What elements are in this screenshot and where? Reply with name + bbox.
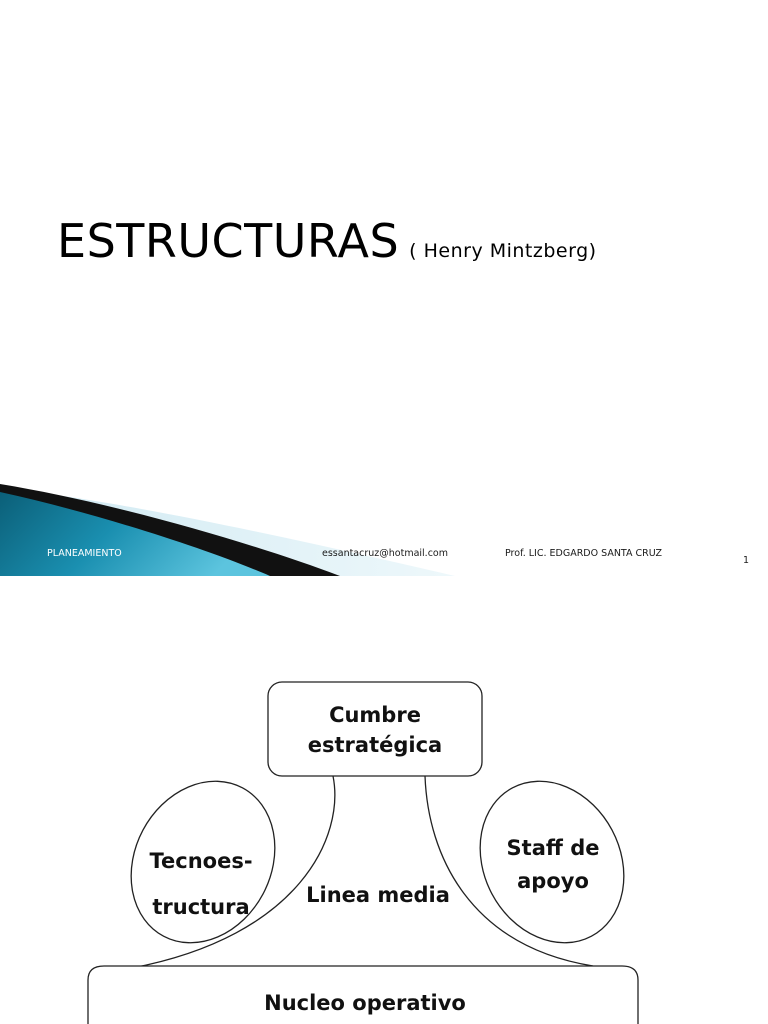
- staff-line2: apoyo: [517, 869, 589, 893]
- linea-media-label: Linea media: [306, 883, 450, 907]
- tecno-line2: tructura: [152, 895, 250, 919]
- nucleo-operativo-label: Nucleo operativo: [264, 991, 466, 1015]
- mintzberg-diagram: [0, 576, 768, 1024]
- staff-line1: Staff de: [506, 836, 600, 860]
- title-subtitle: ( Henry Mintzberg): [409, 240, 597, 262]
- page-number: 1: [743, 555, 750, 566]
- tecnoestructura-label: [140, 838, 262, 930]
- tecno-line1: Tecnoes-: [149, 849, 253, 873]
- footer-planeamiento: PLANEAMIENTO: [47, 548, 122, 559]
- footer-swoosh-graphic: [0, 480, 768, 576]
- footer-author: Prof. LIC. EDGARDO SANTA CRUZ: [505, 548, 663, 559]
- title-text: ESTRUCTURAS: [57, 214, 400, 268]
- slide-title: [57, 214, 597, 268]
- cumbre-estrategica-label: [268, 700, 482, 760]
- footer-email: essantacruz@hotmail.com: [322, 548, 448, 559]
- cumbre-line1: Cumbre: [329, 703, 421, 727]
- staff-de-apoyo-label: [490, 832, 616, 898]
- cumbre-line2: estratégica: [307, 733, 443, 757]
- diagram-slide: [0, 576, 768, 1024]
